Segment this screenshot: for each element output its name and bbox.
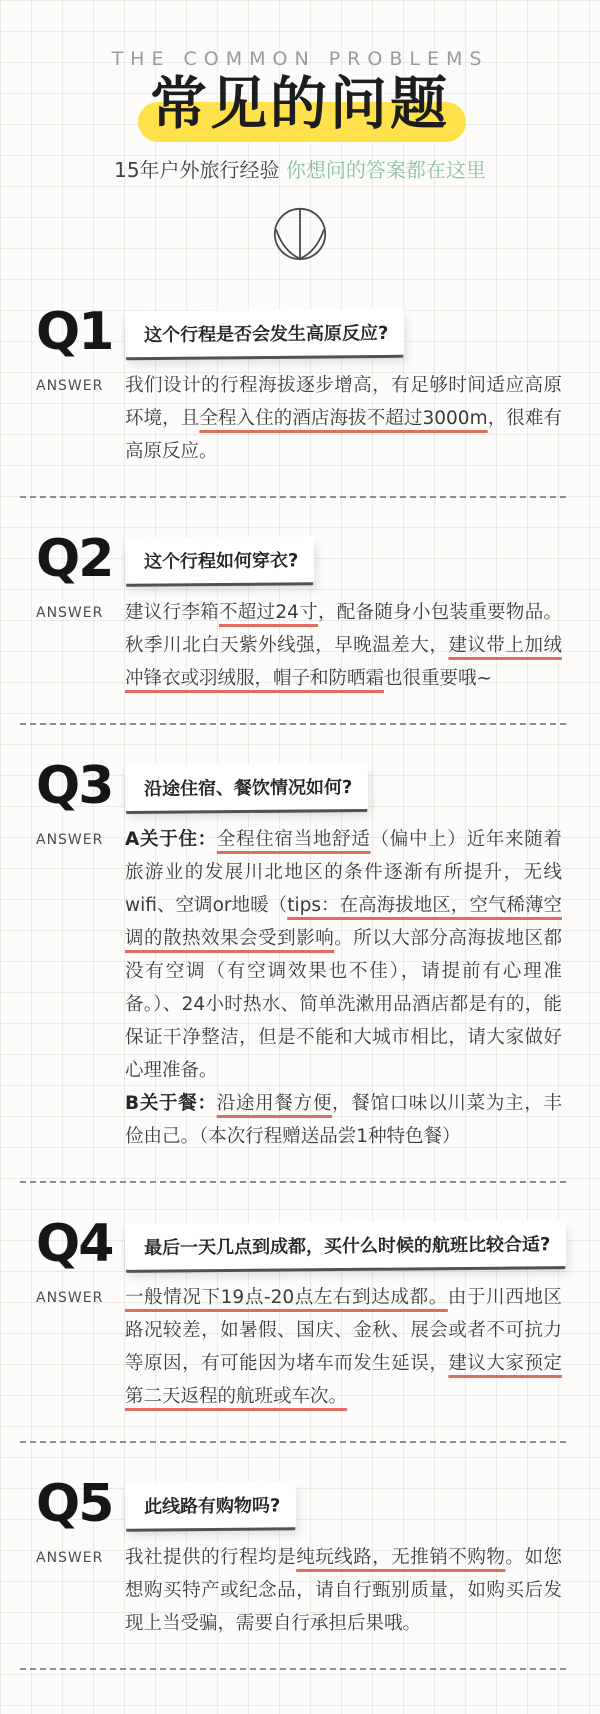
faq-list [0, 301, 600, 1670]
answer-paragraph [125, 823, 562, 1087]
answer-text [125, 369, 562, 468]
text-segment: 我们设计的行程海拔逐步增高，有足够时间适应高原环境，且 [125, 374, 562, 429]
question-number: Q2 [36, 528, 113, 589]
highlighted-text-segment: 建议大家预定第二天返程的航班或车次。 [125, 1352, 562, 1407]
text-segment: 建议行李箱 [125, 601, 219, 623]
answer-text [125, 1541, 562, 1640]
highlighted-text-segment: 全程住宿当地舒适 [216, 828, 371, 850]
faq-section-q3 [0, 755, 600, 1153]
question-number: Q5 [36, 1473, 113, 1534]
highlighted-text-segment: 一般情况下19点-20点左右到达成都。 [125, 1286, 448, 1308]
answer-label: ANSWER [36, 1289, 104, 1306]
section-divider [20, 1441, 566, 1443]
answer-paragraph [125, 596, 562, 695]
eyebrow-text: THE COMMON PROBLEMS [111, 48, 489, 70]
faq-section-q5 [0, 1473, 600, 1640]
sprout-circle-icon [273, 207, 327, 261]
answer-label: ANSWER [36, 1549, 104, 1566]
highlighted-text-segment: 建议带上加绒冲锋衣或羽绒服，帽子和防晒霜 [125, 634, 562, 689]
text-segment: ，配备随身小包装重要物品。秋季川北白天紫外线强，早晚温差大， [125, 601, 562, 656]
question-box: 这个行程如何穿衣? [125, 536, 315, 584]
text-segment: 也很重要哦~ [384, 667, 493, 689]
header [0, 0, 600, 261]
text-segment: B关于餐： [125, 1092, 217, 1114]
section-divider [20, 1668, 566, 1670]
subtitle-right: 你想问的答案都在这里 [285, 157, 486, 182]
faq-section-q1 [0, 301, 600, 468]
answer-paragraph [125, 369, 562, 468]
answer-label: ANSWER [36, 831, 104, 848]
text-segment: 。如您想购买特产或纪念品，请自行甄别质量，如购买后发现上当受骗，需要自行承担后果哦。 [125, 1546, 562, 1634]
section-divider [20, 1181, 566, 1183]
subtitle [0, 154, 600, 183]
question-box: 沿途住宿、餐饮情况如何? [125, 762, 369, 810]
highlighted-text-segment: 不超过24寸 [218, 601, 318, 623]
title-block [150, 71, 450, 137]
question-box: 这个行程是否会发生高原反应? [125, 308, 405, 356]
question-number: Q1 [36, 301, 113, 362]
highlighted-text-segment: 纯玩线路，无推销不购物 [296, 1546, 506, 1568]
text-segment: A关于住： [125, 828, 217, 850]
question-box: 最后一天几点到成都，买什么时候的航班比较合适? [125, 1220, 567, 1270]
text-segment: （偏中上）近年来随着旅游业的发展川北地区的条件逐渐有所提升，无线wifi、空调or地暖（ [125, 828, 562, 916]
section-divider [20, 496, 566, 498]
faq-section-q4 [0, 1213, 600, 1413]
answer-label: ANSWER [36, 377, 104, 394]
answer-paragraph [125, 1087, 562, 1153]
highlighted-text-segment: 沿途用餐方便 [216, 1092, 333, 1114]
question-number: Q4 [36, 1213, 113, 1274]
text-segment: ，餐馆口味以川菜为主，丰俭由己。（本次行程赠送品尝1种特色餐） [125, 1092, 562, 1147]
text-segment: ，很难有高原反应。 [125, 407, 562, 462]
subtitle-left: 15年户外旅行经验 [114, 157, 280, 182]
page-title: 常见的问题 [150, 71, 450, 137]
answer-text [125, 823, 562, 1153]
answer-paragraph [125, 1281, 562, 1413]
text-segment: 。所以大部分高海拔地区都没有空调（有空调效果也不佳），请提前有心理准备。）、24小时热水、简单洗漱用品酒店都是有的，能保证干净整洁，但是不能和大城市相比，请大家做好心理准备。 [125, 927, 562, 1081]
section-divider [20, 723, 566, 725]
answer-label: ANSWER [36, 604, 104, 621]
question-box: 此线路有购物吗? [125, 1481, 297, 1528]
highlighted-text-segment: tips：在高海拔地区，空气稀薄空调的散热效果会受到影响 [125, 894, 562, 949]
answer-text [125, 1281, 562, 1413]
answer-paragraph [125, 1541, 562, 1640]
question-number: Q3 [36, 755, 113, 816]
text-segment: 我社提供的行程均是 [125, 1546, 297, 1568]
highlighted-text-segment: 全程入住的酒店海拔不超过3000m [199, 407, 488, 429]
answer-text [125, 596, 562, 695]
faq-section-q2 [0, 528, 600, 695]
text-segment: 由于川西地区路况较差，如暑假、国庆、金秋、展会或者不可抗力等原因，有可能因为堵车而发生延误， [125, 1286, 562, 1374]
